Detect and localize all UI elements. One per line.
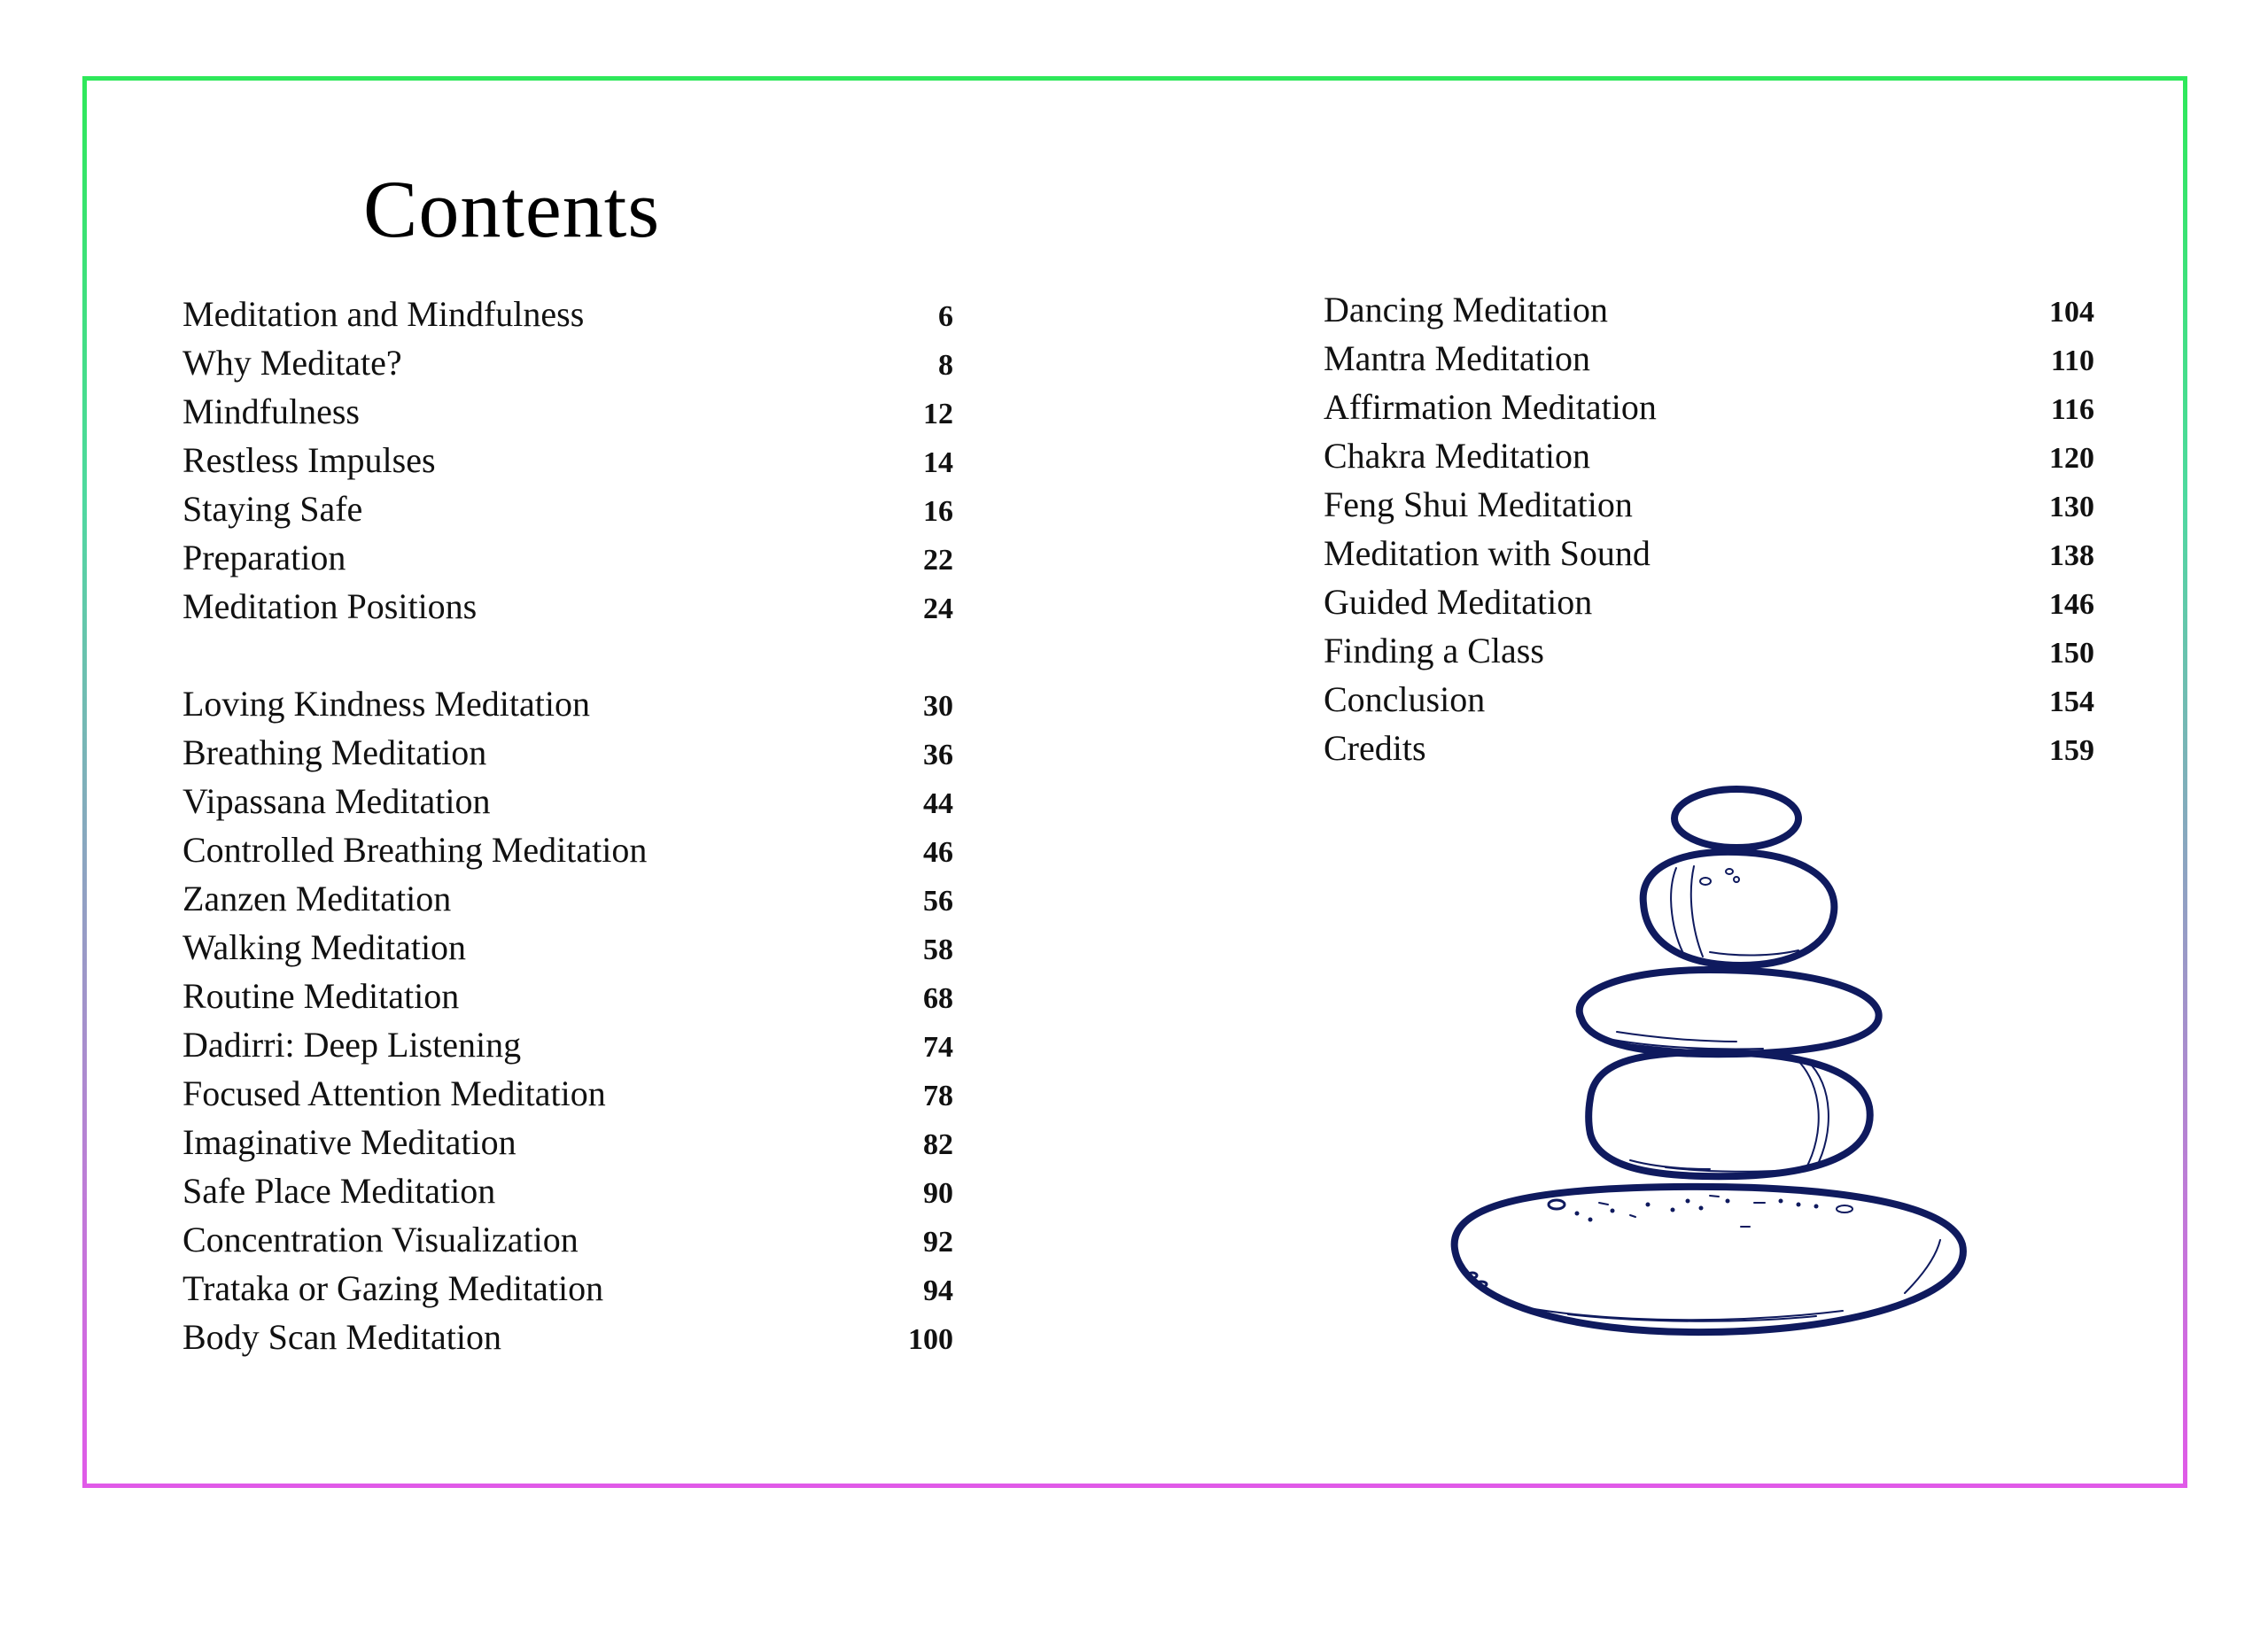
toc-entry [183, 972, 953, 1020]
speckle-dot [1611, 1209, 1615, 1213]
stacked-stones-icon [1444, 779, 1976, 1355]
toc-entry-title: Vipassana Meditation [183, 781, 491, 821]
toc-entry-title: Breathing Meditation [183, 732, 487, 772]
toc-entry-title: Conclusion [1324, 679, 1486, 719]
toc-entry-page: 44 [923, 787, 953, 820]
toc-entry-title: Meditation and Mindfulness [183, 294, 585, 334]
toc-entry [183, 1264, 953, 1313]
toc-entry [1324, 626, 2094, 675]
toc-entry-title: Staying Safe [183, 489, 363, 529]
toc-entry-title: Concentration Visualization [183, 1220, 579, 1259]
toc-entry [183, 777, 953, 825]
toc-entry [183, 1215, 953, 1264]
toc-entry [1324, 577, 2094, 626]
speckle-dot [1686, 1199, 1690, 1204]
toc-entry-page: 58 [923, 934, 953, 966]
toc-entry-page: 120 [2049, 442, 2094, 475]
speckle-dot [1814, 1205, 1819, 1209]
speckle-dot [1699, 1206, 1704, 1211]
toc-entry-page: 16 [923, 495, 953, 528]
toc-entry-page: 74 [923, 1031, 953, 1064]
toc-entry [183, 582, 953, 631]
toc-entry-page: 6 [938, 300, 953, 333]
toc-entry-page: 130 [2049, 491, 2094, 523]
toc-entry [183, 923, 953, 972]
toc-entry-page: 104 [2049, 296, 2094, 329]
toc-entry [1324, 383, 2094, 431]
toc-entry [183, 1166, 953, 1215]
toc-entry-page: 46 [923, 836, 953, 869]
toc-entry-title: Dadirri: Deep Listening [183, 1025, 522, 1065]
toc-entry-title: Dancing Meditation [1324, 290, 1609, 329]
toc-entry [183, 728, 953, 777]
toc-entry [183, 338, 953, 387]
toc-entry-page: 138 [2049, 539, 2094, 572]
toc-entry-title: Safe Place Meditation [183, 1171, 496, 1211]
speckle-dot [1588, 1218, 1593, 1222]
toc-entry-page: 12 [923, 398, 953, 430]
toc-entry [183, 1118, 953, 1166]
toc-entry-title: Controlled Breathing Meditation [183, 830, 648, 870]
toc-entry [183, 1069, 953, 1118]
toc-entry-page: 100 [908, 1323, 953, 1356]
toc-entry [1324, 480, 2094, 529]
toc-entry-page: 22 [923, 544, 953, 577]
toc-entry-page: 92 [923, 1226, 953, 1259]
toc-entry [183, 1020, 953, 1069]
toc-entry-title: Walking Meditation [183, 927, 467, 967]
toc-entry-page: 56 [923, 885, 953, 918]
page-title: Contents [363, 164, 661, 254]
toc-entry [1324, 431, 2094, 480]
toc-entry-title: Meditation Positions [183, 586, 478, 626]
speckle-dot [1779, 1199, 1783, 1204]
toc-entry [183, 679, 953, 728]
toc-entry-page: 68 [923, 982, 953, 1015]
toc-entry-title: Why Meditate? [183, 343, 402, 383]
toc-entry-page: 90 [923, 1177, 953, 1210]
toc-entry [183, 436, 953, 484]
toc-entry-title: Chakra Meditation [1324, 436, 1591, 476]
toc-entry-title: Feng Shui Meditation [1324, 484, 1633, 524]
toc-entry-title: Affirmation Meditation [1324, 387, 1657, 427]
speckle-dot [1575, 1212, 1580, 1216]
toc-entry-title: Mantra Meditation [1324, 338, 1591, 378]
speckle-dot [1671, 1208, 1675, 1213]
toc-entry-title: Credits [1324, 728, 1426, 768]
toc-entry-title: Routine Meditation [183, 976, 460, 1016]
toc-entry-page: 14 [923, 446, 953, 479]
toc-entry [183, 290, 953, 338]
toc-entry-page: 110 [2050, 345, 2094, 377]
toc-entry [1324, 724, 2094, 772]
toc-entry-title: Zanzen Meditation [183, 879, 452, 918]
speckle-dot [1726, 1199, 1730, 1204]
toc-entry-title: Body Scan Meditation [183, 1317, 501, 1357]
toc-entry [183, 533, 953, 582]
toc-entry [183, 1313, 953, 1361]
toc-entry-page: 78 [923, 1080, 953, 1112]
toc-left-column [183, 290, 953, 1361]
toc-entry-title: Imaginative Meditation [183, 1122, 517, 1162]
toc-entry-page: 150 [2049, 637, 2094, 670]
toc-entry-page: 82 [923, 1128, 953, 1161]
toc-entry [183, 387, 953, 436]
toc-entry [1324, 529, 2094, 577]
toc-entry-title: Guided Meditation [1324, 582, 1593, 622]
toc-entry-page: 116 [2050, 393, 2094, 426]
toc-entry-title: Restless Impulses [183, 440, 436, 480]
toc-entry-page: 154 [2049, 686, 2094, 718]
stone-bottom [1455, 1187, 1963, 1332]
toc-entry-page: 159 [2049, 734, 2094, 767]
toc-entry-page: 24 [923, 593, 953, 625]
toc-entry [1324, 285, 2094, 334]
toc-entry-title: Trataka or Gazing Meditation [183, 1268, 604, 1308]
toc-entry-title: Meditation with Sound [1324, 533, 1651, 573]
toc-entry-page: 146 [2049, 588, 2094, 621]
toc-right-column [1324, 285, 2094, 772]
toc-entry-title: Preparation [183, 538, 346, 577]
toc-entry-title: Mindfulness [183, 391, 360, 431]
toc-entry [1324, 334, 2094, 383]
toc-entry [1324, 675, 2094, 724]
toc-entry-page: 8 [938, 349, 953, 382]
toc-entry-title: Loving Kindness Meditation [183, 684, 590, 724]
toc-entry-title: Finding a Class [1324, 631, 1544, 670]
toc-entry-page: 36 [923, 739, 953, 771]
toc-entry-title: Focused Attention Meditation [183, 1073, 606, 1113]
toc-entry-page: 94 [923, 1274, 953, 1307]
toc-entry [183, 874, 953, 923]
toc-entry [183, 825, 953, 874]
toc-entry [183, 484, 953, 533]
speckle-dot [1646, 1203, 1651, 1207]
stone-top [1674, 789, 1798, 848]
speckle-dot [1797, 1203, 1801, 1207]
toc-entry-page: 30 [923, 690, 953, 723]
